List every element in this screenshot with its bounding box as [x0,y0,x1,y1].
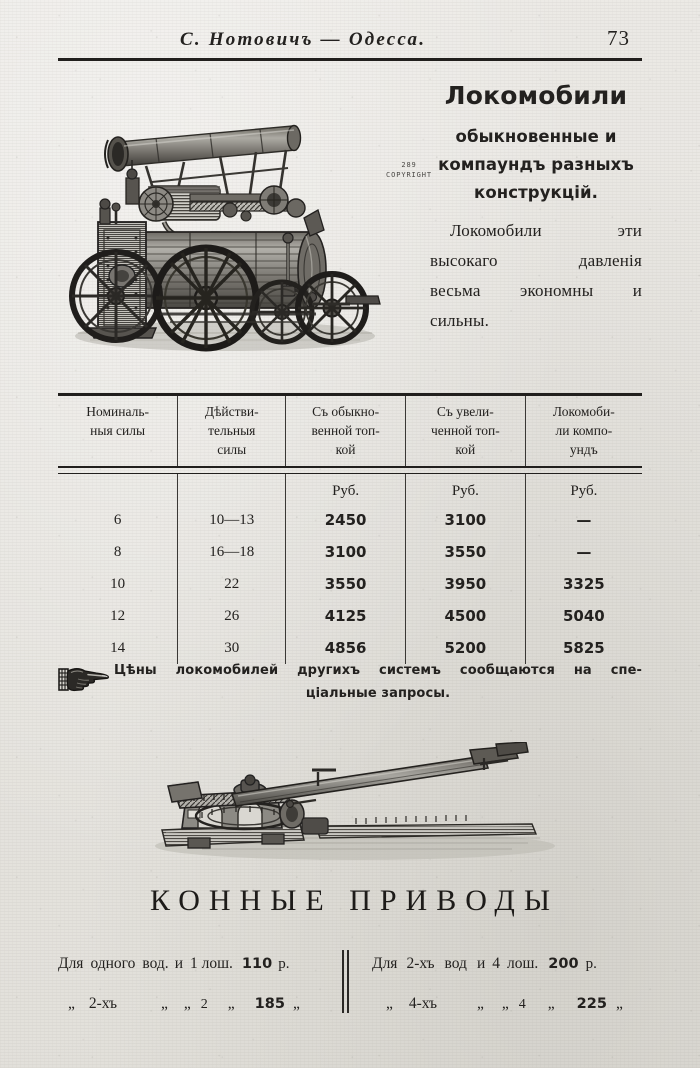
headline-sub-line-3: конструкцій. [474,183,598,203]
price-label-count: 4-хъ [408,994,437,1012]
price-column-divider [342,944,350,1023]
unit-cell [178,474,286,504]
nominal-power-cell: 8 [113,543,122,560]
header-line: Локомоби- [552,404,615,419]
price-large-firebox-cell: 3950 [405,568,525,600]
header-line: Съ обыкно- [312,404,380,419]
actual-power-cell: 30 [178,632,286,664]
table-row [58,504,642,536]
header-line: ли компо- [555,423,613,439]
price-amount: 200 [548,956,579,972]
headline-body-line-2: высокаго давленія [430,250,642,270]
price-compound-cell: — [525,536,642,568]
ditto-mark: „ [501,994,509,1012]
header-rule [58,58,642,61]
price-label-worker: вод. [142,955,169,972]
headline-body [430,216,642,337]
header-line: тельныя [208,423,256,439]
running-head-title: С. Нотовичъ — Одесса. [180,29,427,50]
header-line: Номиналь- [86,404,149,419]
ditto-mark: „ [160,994,168,1012]
price-large-firebox-cell: 3100 [405,504,525,536]
ditto-mark: „ [476,994,484,1012]
price-amount: 185 [254,995,285,1012]
header-line: ныя силы [90,423,146,439]
price-compound-cell: 5040 [525,600,642,632]
unit-cell: Руб. [525,474,642,504]
table-header-cell-1 [178,396,286,466]
table-unit-row [58,474,642,504]
price-label-count: 2-хъ [406,955,435,972]
running-head [58,26,642,51]
table-row [58,568,642,600]
table-row [58,600,642,632]
price-amount: 225 [576,995,607,1012]
headline-subtitle [430,123,642,208]
nominal-power-cell: 14 [110,639,126,656]
price-label-and: и [476,955,486,972]
header-line: ченной топ- [430,423,500,439]
headline-body-line-1: Локомобили эти [450,220,642,240]
price-unit: р. [278,956,290,972]
price-label-for: Для [372,955,398,972]
price-amount: 110 [241,956,273,972]
price-label-horse-count: 4 [492,955,500,972]
table-header [58,396,642,466]
actual-power-cell: 22 [178,568,286,600]
ditto-mark: „ [386,994,393,1012]
special-request-note [58,660,642,706]
header-line: силы [217,442,247,458]
price-line [58,984,328,1024]
ditto-mark: „ [615,994,623,1012]
headline-column [430,82,642,337]
price-label-horses: 2 [200,996,208,1012]
table-row [58,536,642,568]
price-normal-firebox-cell: 3100 [286,536,406,568]
top-block [58,72,642,380]
nominal-power-cell: 10 [110,575,126,592]
horse-drive-prices [58,944,642,1023]
table-header-cell-2 [286,396,406,466]
section-title-horse-drives: КОННЫЕ ПРИВОДЫ [149,884,560,917]
price-label-count: одного [90,955,136,972]
table-header-cell-4 [525,396,642,466]
ditto-mark: „ [227,994,235,1012]
header-line: кой [455,442,476,458]
headline-sub-line-1: обыкновенные и [455,126,617,146]
header-line: Дѣйстви- [204,404,259,419]
price-column-left [58,944,342,1023]
price-compound-cell: 5825 [525,632,642,664]
horse-power-drive-engraving [140,742,570,868]
ditto-mark: „ [547,994,555,1012]
header-line: венной топ- [311,423,380,439]
price-large-firebox-cell: 3550 [405,536,525,568]
price-label-horse-count: 4 [518,996,526,1012]
unit-cell: Руб. [286,474,406,504]
actual-power-cell: 10—13 [178,504,286,536]
price-compound-cell: 3325 [525,568,642,600]
header-line: Съ увели- [436,404,494,419]
price-line [372,984,642,1024]
header-line: кой [335,442,356,458]
price-label-horses: 1 лош. [189,955,233,972]
unit-cell: Руб. [405,474,525,504]
actual-power-cell: 26 [178,600,286,632]
price-large-firebox-cell: 4500 [405,600,525,632]
header-line: ундъ [569,442,598,458]
price-unit: р. [585,956,597,972]
note-line-1: Цѣны локомобилей другихъ системъ сообщаются на спе- [114,663,642,678]
nominal-power-cell: 6 [113,511,122,528]
headline-body-line-4: сильны. [430,311,490,331]
price-normal-firebox-cell: 4125 [286,600,406,632]
price-line [372,944,642,984]
engraver-mark-word: COPYRIGHT [385,171,433,180]
headline-body-line-3: весьма экономны и [430,281,642,301]
price-label-worker: вод [444,955,467,972]
price-label-count: 2-хъ [88,994,117,1012]
price-normal-firebox-cell: 4856 [286,632,406,664]
ditto-mark: „ [68,994,75,1012]
price-normal-firebox-cell: 2450 [286,504,406,536]
manicule-pointing-hand-icon [58,660,114,696]
table-body [58,474,642,664]
price-label-for: Для [58,955,84,972]
headline-sub-line-2: компаундъ разныхъ [438,154,634,174]
price-compound-cell: — [525,504,642,536]
unit-cell [58,474,178,504]
table-header-cell-3 [405,396,525,466]
actual-power-cell: 16—18 [178,536,286,568]
page-number: 73 [607,26,630,50]
headline-title: Локомобили [444,81,628,110]
price-column-right [350,944,642,1023]
table-header-cell-0 [58,396,178,466]
price-label-horses: лош. [506,955,539,972]
ditto-mark: „ [183,994,191,1012]
engraver-mark-number: 289 [401,161,417,169]
ditto-mark: „ [292,994,300,1012]
portable-steam-engine-engraving [60,90,390,358]
price-normal-firebox-cell: 3550 [286,568,406,600]
price-label-and: и [174,955,183,972]
note-text [114,660,642,706]
nominal-power-cell: 12 [110,607,126,624]
price-large-firebox-cell: 5200 [405,632,525,664]
locomobile-price-table [58,393,642,664]
table-header-double-rule [58,466,642,474]
note-line-2: ціальные запросы. [305,685,451,701]
price-line [58,944,328,984]
